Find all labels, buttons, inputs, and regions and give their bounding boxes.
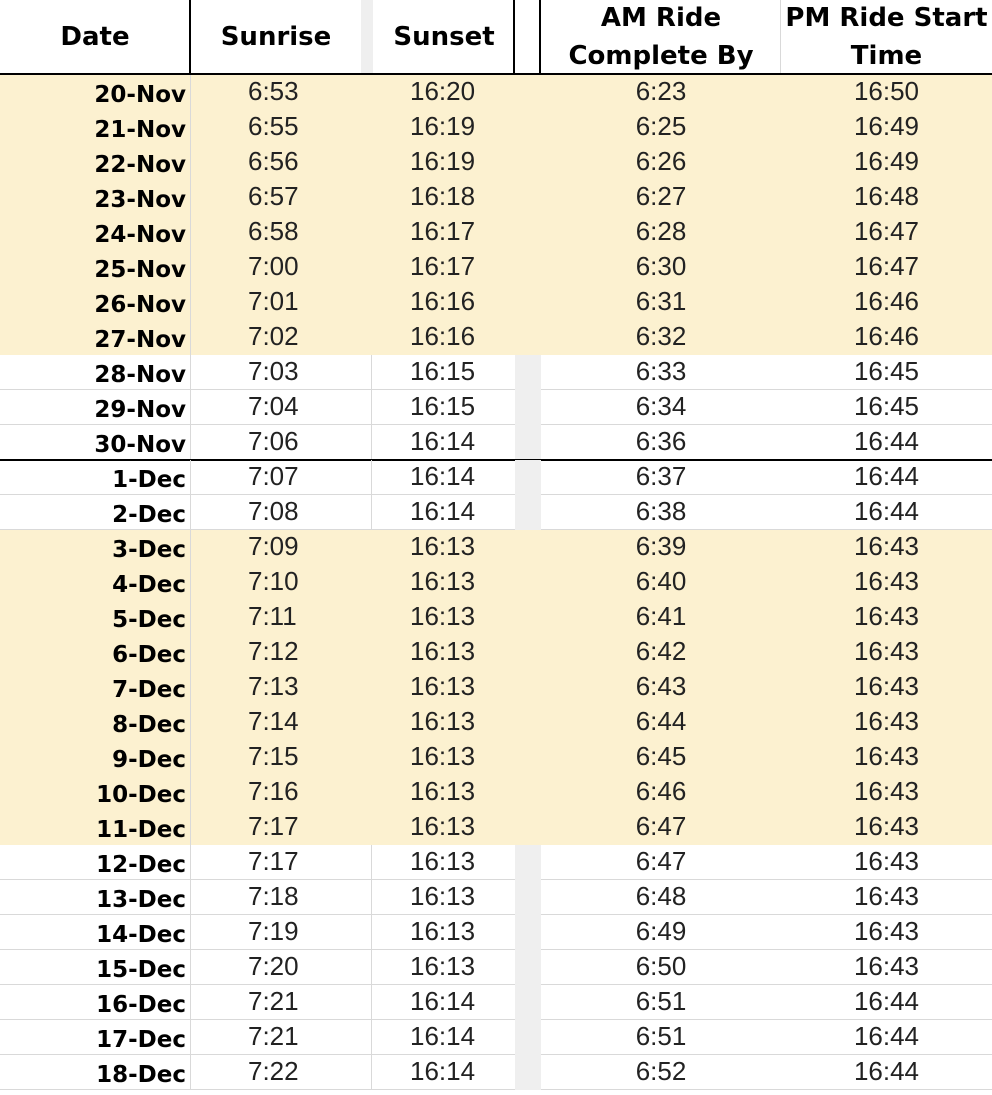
cell-date[interactable]: 27-Nov: [94, 327, 186, 353]
cell-date[interactable]: 18-Dec: [96, 1062, 186, 1088]
cell-date[interactable]: 11-Dec: [96, 817, 186, 843]
table-row: [0, 880, 992, 915]
table-row: [0, 635, 992, 670]
cell-sunset[interactable]: 16:13: [410, 566, 476, 596]
gap-cell: [515, 390, 541, 425]
cell-sunset[interactable]: 16:16: [410, 286, 476, 316]
cell-pm-ride[interactable]: 16:43: [853, 776, 920, 806]
cell-date[interactable]: 17-Dec: [96, 1027, 186, 1053]
cell-date[interactable]: 16-Dec: [96, 992, 186, 1018]
gap-cell: [515, 740, 541, 775]
gap-cell: [515, 880, 541, 915]
gap-cell: [361, 530, 373, 565]
header-date-label: Date: [60, 21, 130, 52]
cell-am-ride[interactable]: 6:46: [635, 776, 687, 806]
gap-cell: [361, 985, 373, 1020]
cell-am-ride[interactable]: 6:47: [635, 846, 687, 876]
cell-date[interactable]: 3-Dec: [112, 537, 186, 563]
cell-sunset[interactable]: 16:13: [410, 776, 476, 806]
cell-pm-ride[interactable]: 16:46: [853, 321, 920, 351]
cell-sunset[interactable]: 16:16: [410, 321, 476, 351]
cell-am-ride[interactable]: 6:34: [635, 391, 687, 421]
cell-sunset[interactable]: 16:14: [410, 1056, 476, 1086]
gap-cell: [361, 950, 373, 985]
header-pm-ride-text: [785, 0, 987, 75]
header-date[interactable]: [0, 0, 190, 73]
gap-cell: [361, 460, 373, 495]
gap-cell: [515, 810, 541, 845]
gap-cell: [515, 635, 541, 670]
gap-cell: [361, 355, 373, 390]
cell-sunset[interactable]: 16:17: [410, 251, 476, 281]
gap-cell: [515, 705, 541, 740]
table-row: [0, 565, 992, 600]
cell-sunrise[interactable]: 7:17: [248, 811, 299, 841]
cell-pm-ride[interactable]: 16:44: [853, 1021, 920, 1051]
gap-cell: [361, 845, 373, 880]
cell-sunrise[interactable]: 7:06: [248, 426, 299, 456]
gap-cell: [515, 1020, 541, 1055]
cell-date[interactable]: 23-Nov: [94, 187, 186, 213]
cell-pm-ride[interactable]: 16:44: [853, 1056, 920, 1086]
cell-date[interactable]: 20-Nov: [94, 82, 186, 108]
table-row: [0, 1020, 992, 1055]
cell-am-ride[interactable]: 6:38: [635, 496, 687, 526]
cell-am-ride[interactable]: 6:50: [635, 951, 687, 981]
gap-cell: [361, 1055, 373, 1090]
gap-cell: [361, 495, 373, 530]
cell-am-ride[interactable]: 6:52: [635, 1056, 687, 1086]
gap-cell: [515, 110, 541, 145]
gap-cell: [515, 775, 541, 810]
table-row: [0, 530, 992, 565]
table-row: [0, 915, 992, 950]
cell-sunset[interactable]: 16:17: [410, 216, 476, 246]
header-am-ride[interactable]: [541, 0, 781, 73]
table-row: [0, 740, 992, 775]
cell-sunrise[interactable]: 7:03: [248, 356, 299, 386]
cell-pm-ride[interactable]: 16:45: [853, 356, 920, 386]
table-row: [0, 110, 992, 145]
gap-cell: [515, 180, 541, 215]
gap-cell: [361, 915, 373, 950]
cell-am-ride[interactable]: 6:40: [635, 566, 687, 596]
table-row: [0, 670, 992, 705]
cell-pm-ride[interactable]: 16:44: [853, 986, 920, 1016]
cell-am-ride[interactable]: 6:48: [635, 881, 687, 911]
cell-pm-ride[interactable]: 16:43: [853, 846, 920, 876]
cell-sunset[interactable]: 16:19: [410, 146, 476, 176]
table-row: [0, 985, 992, 1020]
cell-date[interactable]: 24-Nov: [94, 222, 186, 248]
table-row: [0, 600, 992, 635]
cell-sunrise[interactable]: 6:53: [248, 76, 299, 106]
gap-cell: [361, 775, 373, 810]
cell-sunrise[interactable]: 7:21: [248, 986, 299, 1016]
cell-pm-ride[interactable]: 16:44: [853, 496, 920, 526]
cell-am-ride[interactable]: 6:47: [635, 811, 687, 841]
cell-sunset[interactable]: 16:13: [410, 636, 476, 666]
cell-sunrise[interactable]: 7:01: [248, 286, 299, 316]
header-sunset-label: Sunset: [393, 21, 495, 52]
cell-date[interactable]: 9-Dec: [112, 747, 186, 773]
gap-cell: [361, 705, 373, 740]
gap-cell: [515, 250, 541, 285]
gap-cell: [515, 915, 541, 950]
gap-cell: [515, 845, 541, 880]
cell-date[interactable]: 26-Nov: [94, 292, 186, 318]
header-am-line2: Complete By: [568, 40, 754, 71]
table-row: [0, 250, 992, 285]
gap-cell: [515, 1055, 541, 1090]
cell-sunset[interactable]: 16:15: [410, 391, 476, 421]
cell-sunrise[interactable]: 6:56: [248, 146, 299, 176]
table-row: [0, 705, 992, 740]
table-row: [0, 810, 992, 845]
cell-sunset[interactable]: 16:15: [410, 356, 476, 386]
cell-sunrise[interactable]: 7:11: [248, 601, 297, 631]
cell-sunrise[interactable]: 7:18: [248, 881, 299, 911]
cell-date[interactable]: 22-Nov: [94, 152, 186, 178]
gap-cell: [515, 460, 541, 495]
cell-sunrise[interactable]: 6:55: [248, 111, 299, 141]
table-row: [0, 285, 992, 320]
cell-pm-ride[interactable]: 16:43: [853, 671, 920, 701]
table-row: [0, 215, 992, 250]
cell-sunset[interactable]: 16:20: [410, 76, 476, 106]
table-row: [0, 145, 992, 180]
gap-cell: [361, 390, 373, 425]
cell-date[interactable]: 12-Dec: [96, 852, 186, 878]
cell-pm-ride[interactable]: 16:43: [853, 811, 920, 841]
gap-cell: [515, 670, 541, 705]
cell-date[interactable]: 6-Dec: [112, 642, 186, 668]
cell-sunset[interactable]: 16:13: [410, 811, 476, 841]
cell-sunrise[interactable]: 7:21: [248, 1021, 299, 1051]
cell-am-ride[interactable]: 6:25: [635, 111, 687, 141]
cell-pm-ride[interactable]: 16:43: [853, 601, 920, 631]
cell-sunset[interactable]: 16:18: [410, 181, 476, 211]
cell-pm-ride[interactable]: 16:50: [853, 76, 920, 106]
table-row: [0, 950, 992, 985]
cell-sunrise[interactable]: 7:09: [248, 531, 299, 561]
header-am-line1: AM Ride: [600, 2, 722, 33]
cell-am-ride[interactable]: 6:51: [635, 1021, 687, 1051]
cell-pm-ride[interactable]: 16:43: [853, 741, 920, 771]
cell-pm-ride[interactable]: 16:45: [853, 391, 920, 421]
cell-sunset[interactable]: 16:13: [410, 671, 476, 701]
gap-cell: [361, 425, 373, 460]
cell-pm-ride[interactable]: 16:46: [853, 286, 920, 316]
cell-sunset[interactable]: 16:13: [410, 846, 476, 876]
gap-cell: [361, 285, 373, 320]
cell-date[interactable]: 1-Dec: [112, 467, 186, 493]
cell-date[interactable]: 10-Dec: [96, 782, 186, 808]
gap-cell: [515, 495, 541, 530]
cell-pm-ride[interactable]: 16:47: [853, 216, 920, 246]
gap-cell: [361, 320, 373, 355]
cell-am-ride[interactable]: 6:45: [635, 741, 687, 771]
table-row: [0, 775, 992, 810]
gap-cell: [361, 215, 373, 250]
gap-cell: [515, 320, 541, 355]
header-sunrise-label: Sunrise: [220, 21, 332, 52]
cell-am-ride[interactable]: 6:41: [635, 601, 687, 631]
cell-date[interactable]: 7-Dec: [112, 677, 186, 703]
cell-date[interactable]: 28-Nov: [94, 362, 186, 388]
header-divider: [513, 0, 515, 73]
cell-date[interactable]: 29-Nov: [94, 397, 186, 423]
cell-pm-ride[interactable]: 16:43: [853, 566, 920, 596]
header-pm-ride[interactable]: [781, 0, 992, 73]
cell-sunrise[interactable]: 7:14: [248, 706, 299, 736]
cell-am-ride[interactable]: 6:30: [635, 251, 687, 281]
gap-cell: [361, 180, 373, 215]
cell-date[interactable]: 14-Dec: [96, 922, 186, 948]
gap-cell: [361, 880, 373, 915]
gap-cell: [361, 75, 373, 110]
cell-pm-ride[interactable]: 16:44: [853, 426, 920, 456]
cell-sunset[interactable]: 16:14: [410, 986, 476, 1016]
cell-pm-ride[interactable]: 16:43: [853, 706, 920, 736]
cell-sunrise[interactable]: 7:08: [248, 496, 299, 526]
cell-sunrise[interactable]: 7:13: [248, 671, 299, 701]
cell-am-ride[interactable]: 6:39: [635, 531, 687, 561]
cell-sunrise[interactable]: 7:15: [248, 741, 299, 771]
cell-sunrise[interactable]: 7:12: [248, 636, 299, 666]
cell-sunrise[interactable]: 7:20: [248, 951, 299, 981]
table-row: [0, 390, 992, 425]
cell-am-ride[interactable]: 6:42: [635, 636, 687, 666]
cell-date[interactable]: 8-Dec: [112, 712, 186, 738]
gap-cell: [515, 75, 541, 110]
cell-am-ride[interactable]: 6:32: [635, 321, 687, 351]
cell-am-ride[interactable]: 6:51: [635, 986, 687, 1016]
gap-cell: [361, 250, 373, 285]
gap-cell: [515, 285, 541, 320]
cell-date[interactable]: 4-Dec: [112, 572, 186, 598]
cell-date[interactable]: 30-Nov: [94, 432, 186, 458]
gap-cell: [515, 355, 541, 390]
table-row: [0, 425, 992, 460]
cell-sunrise[interactable]: 7:02: [248, 321, 299, 351]
cell-am-ride[interactable]: 6:36: [635, 426, 687, 456]
cell-pm-ride[interactable]: 16:43: [853, 916, 920, 946]
cell-sunrise[interactable]: 6:57: [248, 181, 299, 211]
header-sunset[interactable]: [373, 0, 515, 73]
header-am-ride-text: [568, 0, 753, 75]
cell-sunrise[interactable]: 7:10: [248, 566, 299, 596]
table-row: [0, 1055, 992, 1090]
cell-am-ride[interactable]: 6:37: [635, 461, 687, 491]
gap-cell: [361, 635, 373, 670]
cell-sunrise[interactable]: 7:19: [248, 916, 299, 946]
header-gap: [361, 0, 373, 73]
cell-pm-ride[interactable]: 16:43: [853, 881, 920, 911]
header-sunrise[interactable]: [191, 0, 361, 73]
cell-date[interactable]: 13-Dec: [96, 887, 186, 913]
gap-cell: [361, 600, 373, 635]
cell-pm-ride[interactable]: 16:43: [853, 531, 920, 561]
gap-cell: [361, 565, 373, 600]
gap-cell: [515, 600, 541, 635]
gap-cell: [515, 145, 541, 180]
gap-cell: [515, 425, 541, 460]
table-row: [0, 180, 992, 215]
cell-sunrise[interactable]: 7:17: [248, 846, 299, 876]
cell-am-ride[interactable]: 6:49: [635, 916, 687, 946]
cell-sunset[interactable]: 16:19: [410, 111, 476, 141]
cell-sunrise[interactable]: 7:16: [248, 776, 299, 806]
table-row: [0, 460, 992, 495]
cell-sunset[interactable]: 16:13: [410, 531, 476, 561]
cell-am-ride[interactable]: 6:31: [635, 286, 687, 316]
gap-cell: [515, 950, 541, 985]
cell-sunrise[interactable]: 7:22: [248, 1056, 299, 1086]
gap-cell: [361, 1020, 373, 1055]
header-pm-line1: PM Ride Start: [785, 2, 988, 33]
cell-date[interactable]: 21-Nov: [94, 117, 186, 143]
cell-pm-ride[interactable]: 16:43: [853, 636, 920, 666]
table-row: [0, 320, 992, 355]
gap-cell: [361, 740, 373, 775]
table-row: [0, 845, 992, 880]
cell-sunset[interactable]: 16:14: [410, 461, 476, 491]
cell-sunrise[interactable]: 6:58: [248, 216, 299, 246]
cell-date[interactable]: 5-Dec: [112, 607, 186, 633]
cell-am-ride[interactable]: 6:23: [635, 76, 687, 106]
cell-sunset[interactable]: 16:14: [410, 426, 476, 456]
table-row: [0, 75, 992, 110]
cell-sunrise[interactable]: 7:07: [248, 461, 299, 491]
cell-am-ride[interactable]: 6:27: [635, 181, 687, 211]
gap-cell: [515, 565, 541, 600]
gap-cell: [515, 985, 541, 1020]
cell-pm-ride[interactable]: 16:48: [853, 181, 920, 211]
cell-am-ride[interactable]: 6:44: [635, 706, 687, 736]
gap-cell: [515, 530, 541, 565]
gap-cell: [515, 215, 541, 250]
cell-pm-ride[interactable]: 16:43: [853, 951, 920, 981]
cell-sunset[interactable]: 16:13: [410, 741, 476, 771]
cell-pm-ride[interactable]: 16:47: [853, 251, 920, 281]
cell-am-ride[interactable]: 6:43: [635, 671, 687, 701]
cell-sunrise[interactable]: 7:00: [248, 251, 299, 281]
cell-pm-ride[interactable]: 16:49: [853, 111, 920, 141]
cell-am-ride[interactable]: 6:33: [635, 356, 687, 386]
gap-cell: [361, 110, 373, 145]
cell-am-ride[interactable]: 6:26: [635, 146, 687, 176]
gap-cell: [361, 670, 373, 705]
cell-date[interactable]: 15-Dec: [96, 957, 186, 983]
cell-sunset[interactable]: 16:14: [410, 1021, 476, 1051]
cell-date[interactable]: 25-Nov: [94, 257, 186, 283]
cell-sunset[interactable]: 16:13: [410, 881, 476, 911]
gap-cell: [361, 810, 373, 845]
cell-pm-ride[interactable]: 16:44: [853, 461, 920, 491]
cell-sunset[interactable]: 16:13: [410, 951, 476, 981]
gap-cell: [361, 145, 373, 180]
header-pm-line2: Time: [850, 40, 923, 71]
table-row: [0, 495, 992, 530]
cell-sunset[interactable]: 16:13: [410, 601, 476, 631]
cell-sunset[interactable]: 16:14: [410, 496, 476, 526]
cell-am-ride[interactable]: 6:28: [635, 216, 687, 246]
cell-sunrise[interactable]: 7:04: [248, 391, 299, 421]
cell-date[interactable]: 2-Dec: [112, 502, 186, 528]
cell-sunset[interactable]: 16:13: [410, 706, 476, 736]
table-row: [0, 355, 992, 390]
cell-pm-ride[interactable]: 16:49: [853, 146, 920, 176]
cell-sunset[interactable]: 16:13: [410, 916, 476, 946]
